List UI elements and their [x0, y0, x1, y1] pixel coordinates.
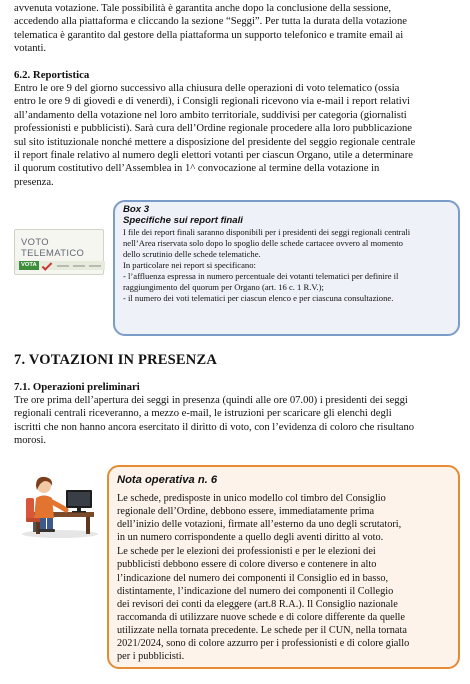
text-line: l’indicazione del numero dei componenti il Consiglio ed in basso, [117, 572, 389, 584]
text-line: - il numero dei voti telematici per ciascun elenco e per ciascuna consultazione. [123, 293, 394, 303]
text-line: utilizzate nella tornata precedente. Le schede per il CUN, nella tornata [117, 624, 407, 636]
nota-paragraph-2 [117, 545, 450, 663]
text-line: morosi. [14, 435, 47, 447]
intro-paragraph [14, 2, 457, 56]
text-line: in un numero corrispondente a quello degli aventi diritto al voto. [117, 532, 384, 544]
text-line: nell’Area riservata solo dopo lo spoglio delle schede cartacee ovvero al momento [123, 238, 403, 248]
text-line: Entro le ore 9 del giorno successivo alla chiusura delle operazioni di voto telematico (ossia [14, 83, 400, 94]
text-line: iscritti che non hanno ancora esercitato il diritto di voto, con l’evidenza di coloro che risultano [14, 421, 415, 433]
text-line: votanti. [14, 43, 47, 55]
text-line: dell’inizio delle votazioni, firmate all’esterno da uno degli scrutatori, [117, 519, 402, 531]
text-line: Le schede per le elezioni dei professionisti e per le elezioni dei [117, 546, 376, 558]
vote-card-line1: VOTO [21, 236, 49, 247]
text-line: avvenuta votazione. Tale possibilità è garantita anche dopo la conclusione della sessione, [14, 3, 392, 14]
text-line: per i pubblicisti. [117, 651, 185, 663]
divider [57, 265, 69, 267]
text-line: Le schede, predisposte in unico modello col timbro del Consiglio [117, 493, 386, 504]
box-3-subtitle: Specifiche sui report finali [123, 214, 243, 226]
vote-card-line2: TELEMATICO [21, 247, 85, 258]
text-line: professionisti e pubblicisti). Sarà cura dell’Ordine regionale procedere alla loro pubblicazione [14, 123, 413, 135]
text-line: Tre ore prima dell’apertura dei seggi in presenza (quindi alle ore 07.00) i presidenti dei seggi [14, 395, 408, 406]
text-line: regionali centrali riceveranno, a mezzo e-mail, le istruzioni per scaricare gli elenchi degli [14, 408, 392, 420]
divider [73, 265, 85, 267]
woman-at-desk-icon [14, 468, 102, 540]
box-3-title: Box 3 [123, 204, 150, 215]
text-line: accedendo alla piattaforma e cliccando la sezione “Seggi”. Per tutta la durata della votazione [14, 16, 407, 28]
text-line: pubblicisti debbono essere di colore diverso e contenere in alto [117, 559, 377, 571]
text-line: 2021/2024, sono di colore azzurro per i professionisti e di colore giallo [117, 638, 410, 650]
section-7-1-paragraph [14, 394, 457, 448]
vote-card-tag: VOTA [19, 261, 39, 270]
text-line: il quorum costitutivo dell’Assemblea in 1^ convocazione al termine della votazione in [14, 163, 380, 175]
nota-paragraph-1 [117, 492, 450, 544]
vote-card-icon [14, 229, 104, 275]
box-3-body [123, 227, 451, 304]
section-7-heading: 7. VOTAZIONI IN PRESENZA [14, 352, 217, 368]
text-line: presenza. [14, 176, 54, 188]
text-line: raggiungimento del quorum per Organo (art. 16 c. 1 R.V.); [123, 282, 324, 292]
text-line: - l’affluenza espressa in numero percentuale dei votanti telematici per definire il [123, 271, 399, 281]
nota-title: Nota operativa n. 6 [117, 474, 218, 486]
text-line: telematica è garantito dal gestore della piattaforma un supporto telefonico e tramite email ai [14, 29, 404, 41]
text-line: raccomanda di utilizzare nuove schede e di colore differente da quelle [117, 611, 405, 623]
text-line: all’andamento della votazione nel loro ambito territoriale, suddivisi per categoria (giornalisti [14, 109, 407, 121]
section-6-2-heading: 6.2. Reportistica [14, 69, 90, 81]
divider [89, 265, 101, 267]
text-line: entro le ore 9 di giovedì e di venerdì), i Consigli regionali ricevono via e-mail i report relativi [14, 96, 410, 108]
text-line: il report finale relativo al numero degli elettori votanti per ciascun Organo, utile a determinare [14, 150, 413, 162]
nota-operativa-6 [107, 465, 460, 669]
section-6-2-paragraph [14, 82, 457, 189]
text-line: dello scrutinio delle schede telematiche. [123, 249, 261, 259]
box-3 [113, 200, 460, 336]
text-line: In particolare nei report si specificano: [123, 260, 256, 270]
text-line: distintamente, l’indicazione del numero dei componenti il Collegio [117, 585, 394, 597]
text-line: I file dei report finali saranno disponibili per i presidenti dei seggi regionali centrali [123, 227, 411, 237]
text-line: sul sito istituzionale nonché mettere a disposizione del presidente del seggio regionale centrale [14, 136, 416, 148]
text-line: regionale dell’Ordine, debbono essere, immediatamente prima [117, 506, 375, 518]
text-line: dei revisori dei conti da eleggere (art.8 R.A.). Il Consiglio nazionale [117, 598, 398, 610]
section-7-1-heading: 7.1. Operazioni preliminari [14, 381, 140, 393]
